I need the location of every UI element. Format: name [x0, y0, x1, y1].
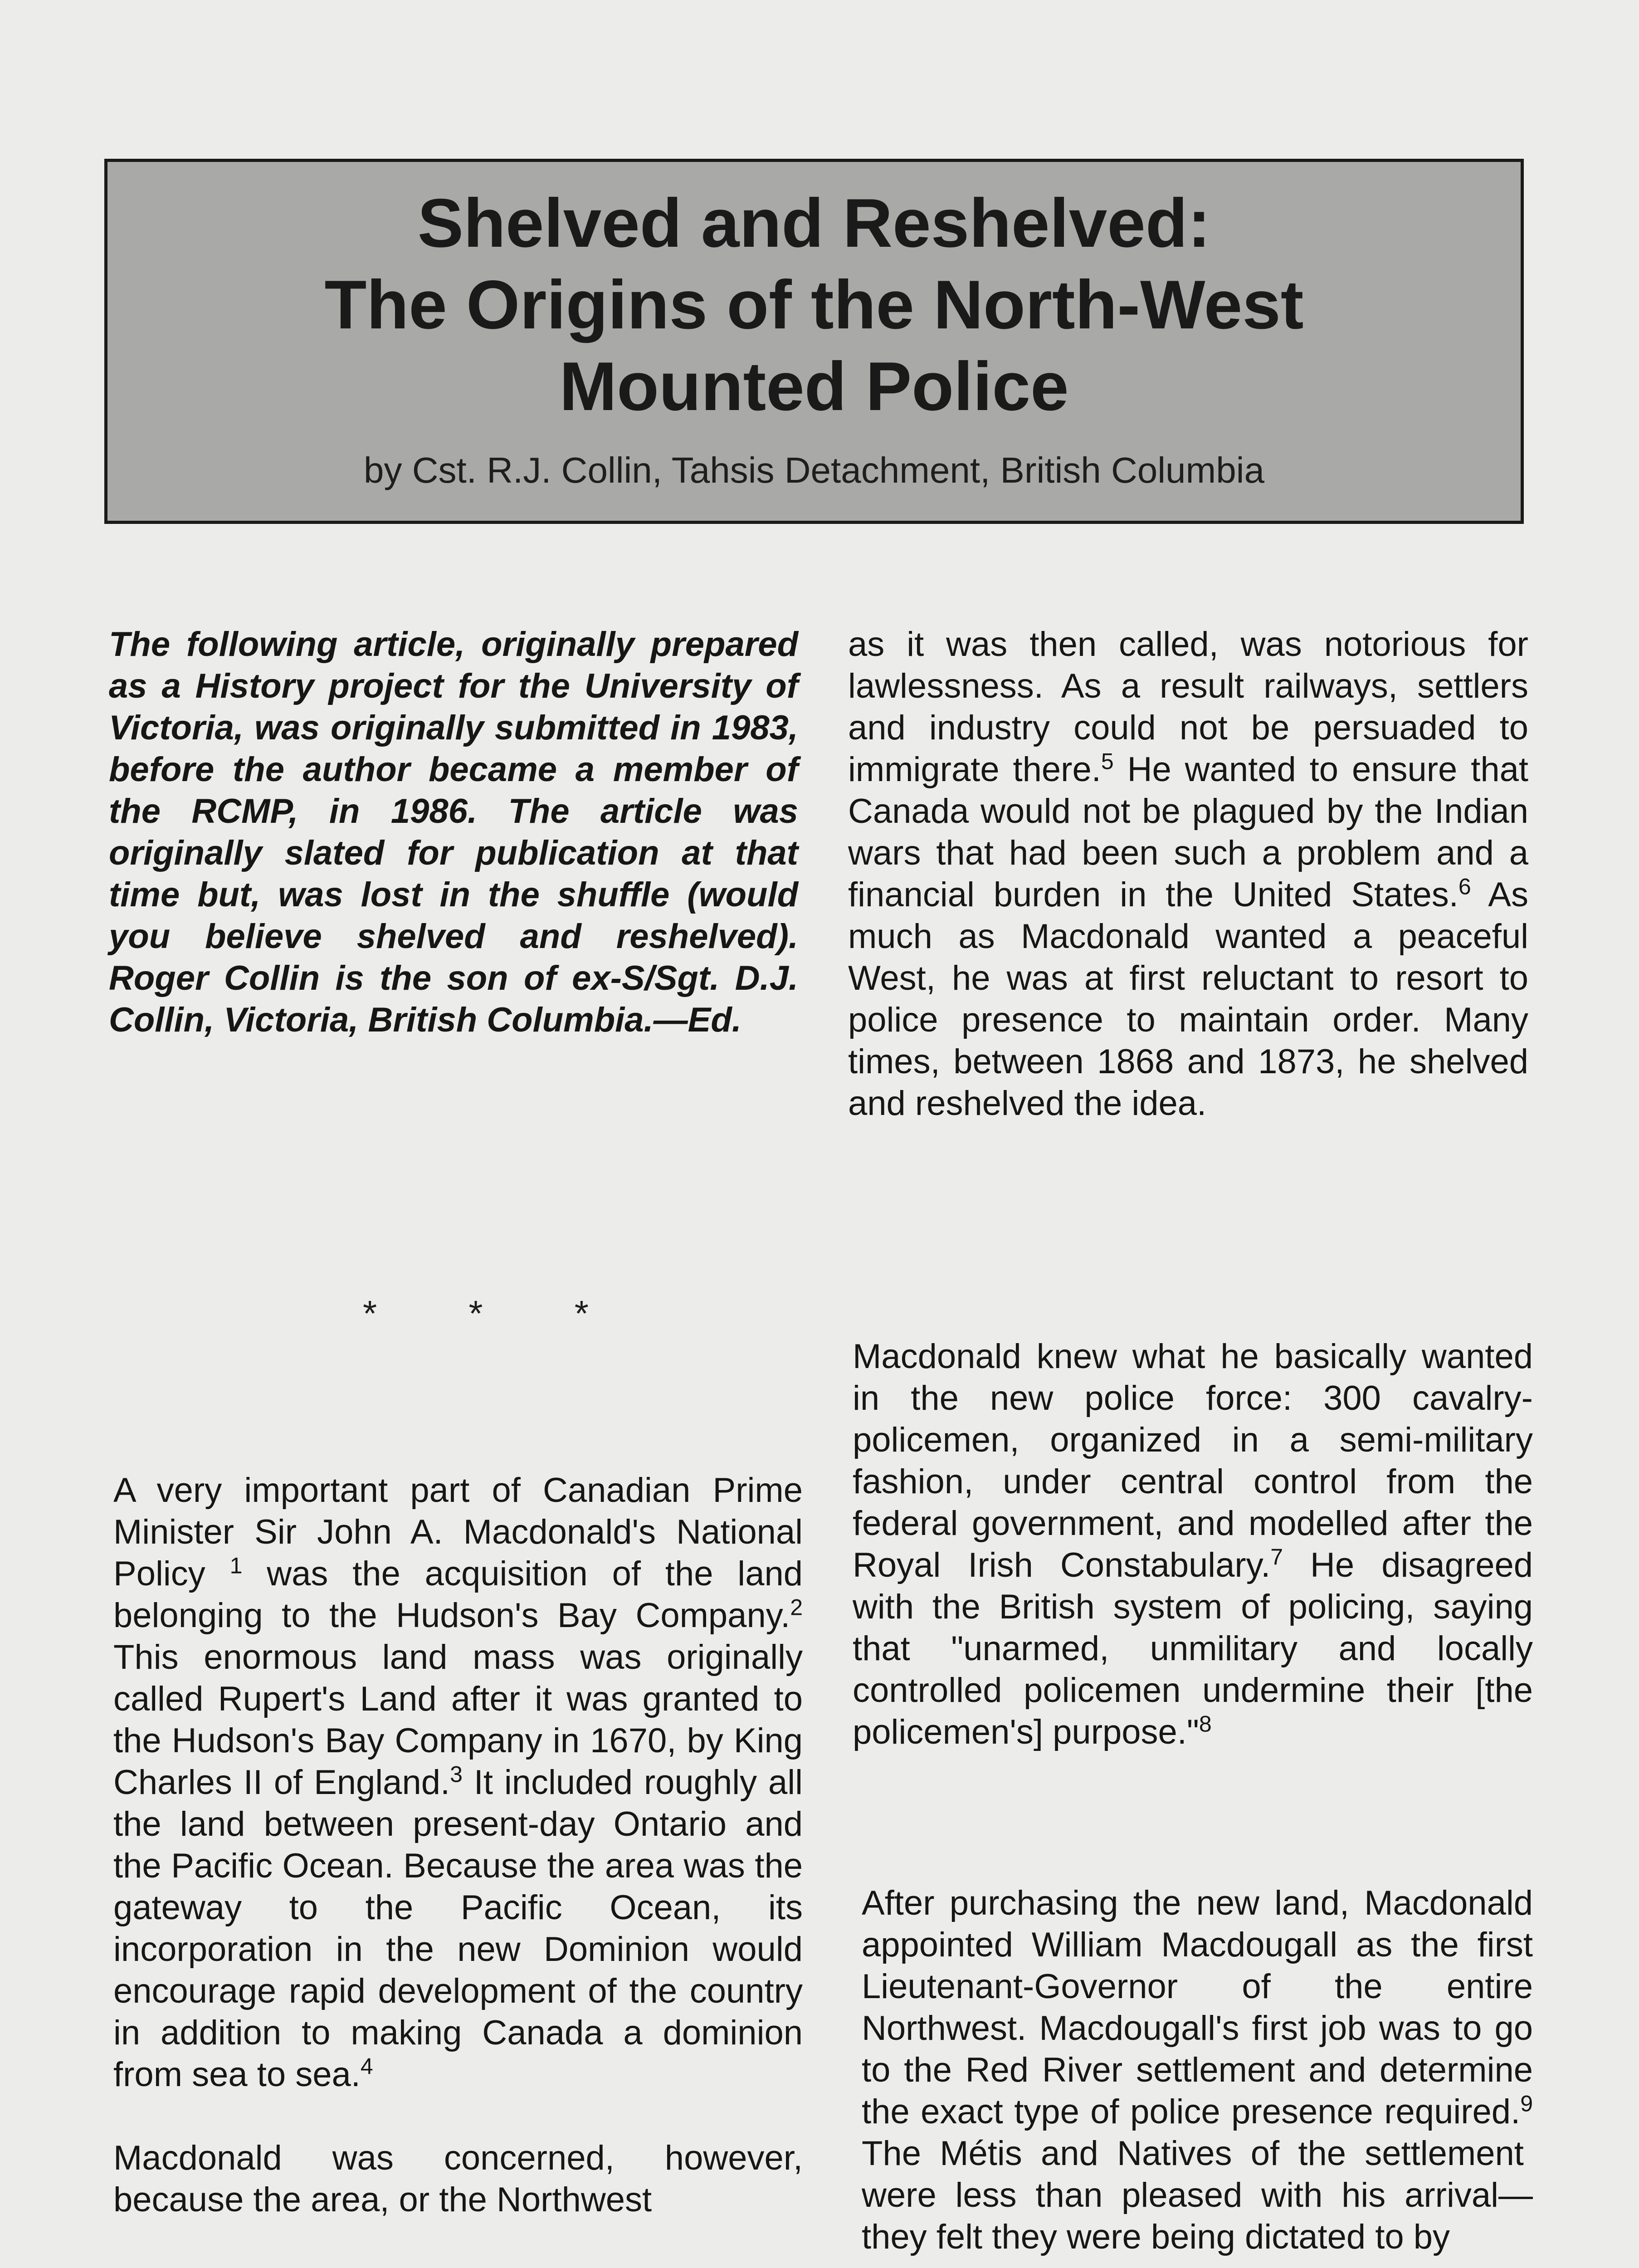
text-run: He wanted to ensure that Canada would not be plagued by the Indian wars that had been such a problem and a financial burden in the United States.: [848, 750, 1528, 914]
title-line-3: Mounted Police: [559, 348, 1069, 425]
footnote-ref: 7: [1270, 1544, 1283, 1570]
text-run: It included roughly all the land between present-day Ontario and the Pacific Ocean. Because the area was the gateway to the Pacific Ocean, its incorporation in the new Dominion would encourage rapid development of the country in addition to making Canada a dominion from sea to sea.: [113, 1763, 803, 2094]
paragraph: [862, 1882, 1533, 2258]
right-column-paragraph-2: [853, 1336, 1533, 1753]
text-run: After purchasing the new land, Macdonald appointed William Macdougall as the first Lieutenant-Governor of the entire Northwest. Macdougall's first job was to go to the Red River settlement and determine the exact type of police presence required.: [862, 1884, 1533, 2131]
title-line-1: Shelved and Reshelved:: [417, 185, 1211, 262]
footnote-ref: 1: [229, 1553, 243, 1579]
paragraph: [113, 1470, 803, 2096]
right-column-paragraph-1: [848, 624, 1528, 1124]
text-run: Macdonald knew what he basically wanted in the new police force: 300 cavalry-policemen, organized in a semi-military fashion, under central control from the federal government, and modelled after the Royal Irish Constabulary.: [853, 1337, 1533, 1584]
text-run: A very important part of Canadian Prime Minister Sir John A. Macdonald's National Policy: [113, 1471, 803, 1593]
footnote-ref: 8: [1199, 1711, 1212, 1737]
editor-note-text: The following article, originally prepared as a History project for the University of Victoria, was originally submitted in 1983, before the author became a member of the RCMP, in 1986. The article was originally slated for publication at that time but, was lost in the shuffle (would you believe shelved and reshelved). Roger Collin is the son of ex-S/Sgt. D.J. Collin, Victoria, British Columbia.—Ed.: [109, 625, 798, 1039]
footnote-ref: 2: [790, 1594, 803, 1620]
paragraph: Macdonald was concerned, however, because the area, or the Northwest: [113, 2139, 803, 2219]
byline: by Cst. R.J. Collin, Tahsis Detachment, British Columbia: [364, 450, 1264, 490]
text-run: was the acquisition of the land belonging to the Hudson's Bay Company.: [113, 1554, 803, 1635]
footnote-ref: 6: [1458, 874, 1471, 899]
left-column: [113, 1470, 803, 2221]
editor-note: [109, 624, 798, 1041]
title-box: [104, 159, 1524, 524]
paragraph: [853, 1336, 1533, 1753]
paragraph: [848, 624, 1528, 1124]
title-line-2: The Origins of the North-West: [324, 266, 1304, 343]
text-run: He disagreed with the British system of policing, saying that "unarmed, unmilitary and locally controlled policemen undermine their [the policemen's] purpose.": [853, 1546, 1533, 1751]
article-title: [107, 162, 1521, 427]
footnote-ref: 3: [450, 1761, 463, 1787]
right-column-paragraph-3: [862, 1882, 1533, 2258]
text-run: The Métis and Natives of the settlement were less than pleased with his arrival—they felt they were being dictated to by: [862, 2134, 1533, 2256]
section-separator: * * *: [363, 1293, 629, 1334]
text-run: This enormous land mass was originally called Rupert's Land after it was granted to the Hudson's Bay Company in 1670, by King Charles II of England.: [113, 1638, 803, 1802]
footnote-ref: 5: [1101, 748, 1114, 774]
footnote-ref: 9: [1520, 2091, 1533, 2116]
footnote-ref: 4: [360, 2053, 373, 2079]
text-run: as it was then called, was notorious for lawlessness. As a result railways, settlers and industry could not be persuaded to immigrate there.: [848, 625, 1528, 789]
text-run: As much as Macdonald wanted a peaceful West, he was at first reluctant to resort to police presence to maintain order. Many times, between 1868 and 1873, he shelved and reshelved the idea.: [848, 875, 1528, 1123]
